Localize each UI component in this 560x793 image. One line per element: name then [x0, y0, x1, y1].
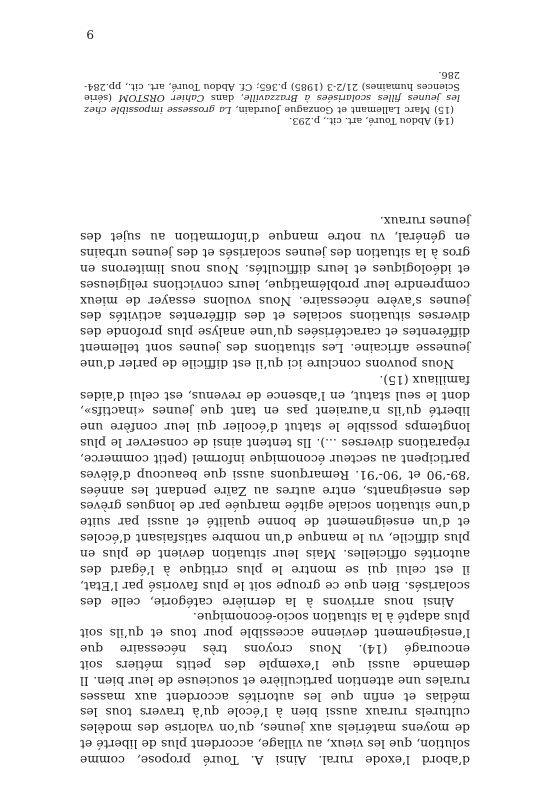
footnote-15-title: La grossesse impossible chez les jeunes filles scolarisées à Brazzaville — [84, 92, 460, 115]
footnotes — [84, 69, 460, 126]
paragraph-1: d’abord l’exode rural. Ainsi A. Touré propose, comme solution, que les vieux, au village, accordent plus de liberté et de moyens matériels aux jeunes, qu’on valorise des modèles culturels ruraux aussi bien à l’école qu’à travers tous les médias et enfin que les autorités accordent aux masses rurales une attention particulière et soucieuse de leur bien. Il demande aussi que l’exemple des petits métiers soit encouragé (14). Nous croyons très nécessaire que l’enseignement devienne accessible pour tous et qu’ils soit plus adapté à la situation socio-économique. — [80, 610, 470, 767]
paragraph-2: Ainsi nous arrivons à la dernière catégorie, celle des scolarisés. Bien que ce groupe soit le plus favorisé par l’Etat, il est celui qui se montre le plus critique à l’égard des autorités officielles. Mais leur situation devient de plus en plus difficile, vu le manque d’un nombre satisfaisant d’écoles et d’un enseignement de bonne qualité et aussi par suite d’une situation sociale agitée marquée par de longues grèves des enseignants, entre autres au Zaïre pendant les années ’89-’90 et ’90-’91. Remarquons aussi que beaucoup d’élèves participent au secteur économique informel (petit commerce, réparations diverses ...). Ils tentent ainsi de conserver le plus longtemps possible le statut d’écolier qui leur confère une liberté qu’ils n’auraient pas en tant que jeunes «inactifs», dont le seul statut, en l’absence de revenus, est celui d’aides familiaux (15). — [80, 372, 470, 609]
footnote-14: (14) Abdou Touré, art. cit., p.293. — [289, 115, 454, 126]
footnote-15 — [84, 69, 460, 115]
footnote-15-journal: Cahier ORSTOM — [118, 92, 205, 104]
footnote-15-dans: , dans — [204, 92, 244, 104]
footnote-15-rest: (série Sciences humaines) 21/2-3 (1985) p.365; Cf. Abdou Touré, art. cit., pp.284-286. — [84, 69, 460, 104]
page-number: 9 — [86, 27, 94, 41]
paragraph-3: Nous pouvons conclure ici qu’il est difficile de parler d’une jeunesse africaine. Les situations des jeunes sont tellement différentes et caractérisées qu’une analyse plus profonde des diverses situations sociales et des différentes activités des jeunes s’avère nécessaire. Nous voulons essayer de mieux comprendre leur problématique, leurs convictions religieuses et idéologiques et leurs difficultés. Nous nous limiterons en gros à la situation des jeunes scolarisés et des jeunes urbains en général, vu notre manque d’information au sujet des jeunes ruraux. — [80, 214, 470, 371]
body-text — [80, 212, 470, 767]
footnote-15-authors: (15) Marc Lallemant et Gonzague Jourdain, — [231, 103, 454, 115]
